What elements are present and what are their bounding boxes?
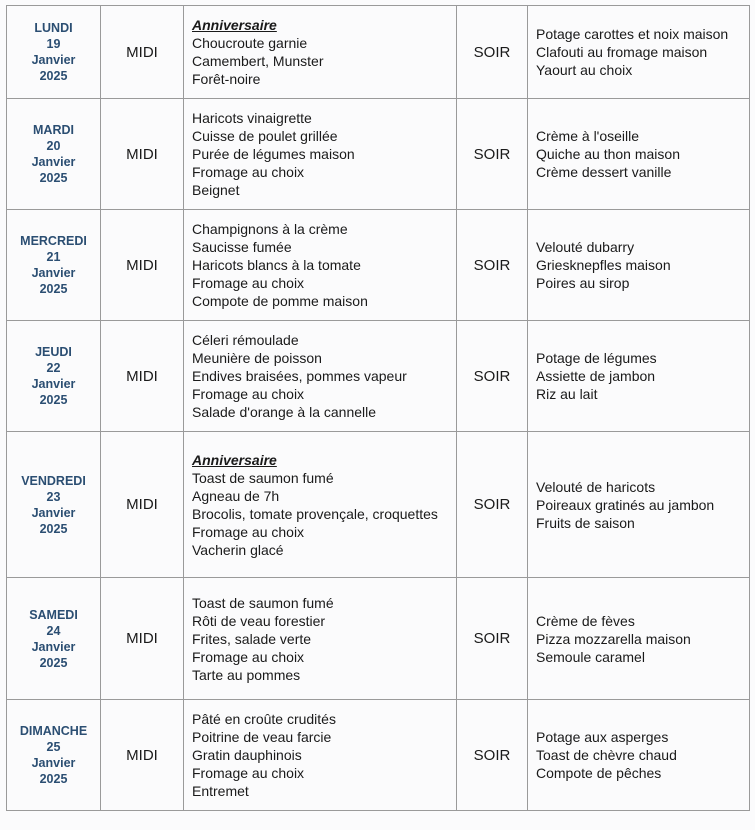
day-cell <box>7 321 101 432</box>
dinner-label: SOIR <box>457 99 528 210</box>
dinner-dishes <box>528 432 750 578</box>
day-number: 21 <box>46 250 61 264</box>
day-cell <box>7 578 101 700</box>
day-number: 24 <box>46 623 61 638</box>
lunch-dish: Saucisse fumée <box>192 239 292 255</box>
lunch-dish: Compote de pomme maison <box>192 293 368 309</box>
month-label: Janvier <box>31 53 76 67</box>
lunch-dish: Purée de légumes maison <box>192 146 355 162</box>
dinner-dishes <box>528 700 750 811</box>
year-label: 2025 <box>39 655 68 670</box>
dinner-label: SOIR <box>457 210 528 321</box>
month-label: Janvier <box>31 505 76 520</box>
day-row <box>7 321 750 432</box>
dinner-dishes <box>528 6 750 99</box>
day-row <box>7 210 750 321</box>
day-row <box>7 432 750 578</box>
lunch-dish: Endives braisées, pommes vapeur <box>192 368 407 384</box>
weekday-label: SAMEDI <box>29 607 78 622</box>
lunch-dishes <box>184 321 457 432</box>
weekday-label: JEUDI <box>35 345 72 359</box>
day-number: 20 <box>46 139 61 153</box>
lunch-dish: Céleri rémoulade <box>192 332 299 348</box>
lunch-dish: Fromage au choix <box>192 523 305 540</box>
dinner-dish: Crème de fèves <box>536 612 635 629</box>
dinner-label: SOIR <box>457 321 528 432</box>
lunch-label: MIDI <box>101 432 184 578</box>
dinner-dish: Poires au sirop <box>536 275 630 291</box>
weekday-label: MARDI <box>33 123 74 137</box>
year-label: 2025 <box>39 171 68 185</box>
lunch-dish: Beignet <box>192 182 240 198</box>
weekly-menu-table <box>6 5 750 811</box>
dinner-dishes <box>528 321 750 432</box>
day-cell <box>7 432 101 578</box>
lunch-dish: Toast de saumon fumé <box>192 469 334 486</box>
lunch-dish: Fromage au choix <box>192 765 305 781</box>
dinner-dish: Assiette de jambon <box>536 368 656 384</box>
month-label: Janvier <box>31 377 76 391</box>
lunch-dish: Tarte au pommes <box>192 666 301 683</box>
dinner-dish: Fruits de saison <box>536 514 635 531</box>
lunch-label: MIDI <box>101 6 184 99</box>
dinner-label: SOIR <box>457 432 528 578</box>
year-label: 2025 <box>39 393 68 407</box>
month-label: Janvier <box>31 155 76 169</box>
lunch-dish: Haricots vinaigrette <box>192 110 312 126</box>
lunch-label: MIDI <box>101 578 184 700</box>
weekday-label: MERCREDI <box>20 234 87 248</box>
lunch-label: MIDI <box>101 99 184 210</box>
dinner-dish: Potage aux asperges <box>536 729 669 745</box>
lunch-dish: Vacherin glacé <box>192 541 284 558</box>
dinner-dish: Pizza mozzarella maison <box>536 630 691 647</box>
lunch-dishes <box>184 210 457 321</box>
lunch-dishes <box>184 99 457 210</box>
dinner-label: SOIR <box>457 578 528 700</box>
day-cell <box>7 700 101 811</box>
lunch-dish: Rôti de veau forestier <box>192 612 326 629</box>
lunch-label: MIDI <box>101 210 184 321</box>
lunch-dish: Pâté en croûte crudités <box>192 711 336 727</box>
lunch-dish: Poitrine de veau farcie <box>192 729 332 745</box>
dinner-label: SOIR <box>457 700 528 811</box>
special-occasion-label: Anniversaire <box>192 451 277 468</box>
dinner-dish: Potage carottes et noix maison <box>536 26 729 42</box>
day-cell <box>7 6 101 99</box>
year-label: 2025 <box>39 772 68 786</box>
lunch-dish: Fromage au choix <box>192 275 305 291</box>
dinner-dish: Clafouti au fromage maison <box>536 44 708 60</box>
dinner-dish: Toast de chèvre chaud <box>536 747 677 763</box>
lunch-dishes <box>184 432 457 578</box>
year-label: 2025 <box>39 69 68 83</box>
lunch-dish: Toast de saumon fumé <box>192 594 334 611</box>
lunch-label: MIDI <box>101 321 184 432</box>
dinner-dish: Riz au lait <box>536 386 598 402</box>
lunch-dishes <box>184 578 457 700</box>
dinner-dishes <box>528 99 750 210</box>
dinner-dish: Crème dessert vanille <box>536 164 672 180</box>
lunch-dish: Meunière de poisson <box>192 350 322 366</box>
dinner-dish: Griesknepfles maison <box>536 257 671 273</box>
lunch-label: MIDI <box>101 700 184 811</box>
lunch-dish: Entremet <box>192 783 249 799</box>
dinner-dish: Compote de pêches <box>536 765 662 781</box>
month-label: Janvier <box>31 266 76 280</box>
month-label: Janvier <box>31 639 76 654</box>
lunch-dish: Forêt-noire <box>192 71 261 87</box>
day-row <box>7 6 750 99</box>
lunch-dishes <box>184 6 457 99</box>
dinner-dish: Yaourt au choix <box>536 62 633 78</box>
dinner-dishes <box>528 210 750 321</box>
lunch-dish: Salade d'orange à la cannelle <box>192 404 377 420</box>
year-label: 2025 <box>39 521 68 536</box>
dinner-dish: Velouté de haricots <box>536 478 656 495</box>
weekday-label: DIMANCHE <box>19 724 88 738</box>
day-number: 25 <box>46 740 61 754</box>
dinner-label: SOIR <box>457 6 528 99</box>
lunch-dish: Fromage au choix <box>192 386 305 402</box>
month-label: Janvier <box>31 756 76 770</box>
day-row <box>7 578 750 700</box>
day-number: 22 <box>46 361 61 375</box>
lunch-dish: Agneau de 7h <box>192 487 280 504</box>
day-number: 23 <box>46 489 61 504</box>
lunch-dish: Fromage au choix <box>192 164 305 180</box>
lunch-dish: Camembert, Munster <box>192 53 324 69</box>
weekday-label: VENDREDI <box>21 473 86 488</box>
dinner-dish: Potage de légumes <box>536 350 657 366</box>
lunch-dish: Haricots blancs à la tomate <box>192 257 361 273</box>
special-occasion-label: Anniversaire <box>192 17 277 33</box>
day-cell <box>7 99 101 210</box>
lunch-dish: Choucroute garnie <box>192 35 308 51</box>
lunch-dish: Cuisse de poulet grillée <box>192 128 338 144</box>
lunch-dish: Fromage au choix <box>192 648 305 665</box>
year-label: 2025 <box>39 282 68 296</box>
dinner-dishes <box>528 578 750 700</box>
dinner-dish: Velouté dubarry <box>536 239 635 255</box>
day-row <box>7 700 750 811</box>
dinner-dish: Quiche au thon maison <box>536 146 680 162</box>
lunch-dishes <box>184 700 457 811</box>
day-cell <box>7 210 101 321</box>
day-row <box>7 99 750 210</box>
dinner-dish: Crème à l'oseille <box>536 128 640 144</box>
dinner-dish: Semoule caramel <box>536 648 645 665</box>
lunch-dish: Frites, salade verte <box>192 630 312 647</box>
dinner-dish: Poireaux gratinés au jambon <box>536 496 715 513</box>
lunch-dish: Brocolis, tomate provençale, croquettes <box>192 505 438 522</box>
lunch-dish: Gratin dauphinois <box>192 747 302 763</box>
lunch-dish: Champignons à la crème <box>192 221 348 237</box>
weekday-label: LUNDI <box>34 21 73 35</box>
day-number: 19 <box>46 37 61 51</box>
